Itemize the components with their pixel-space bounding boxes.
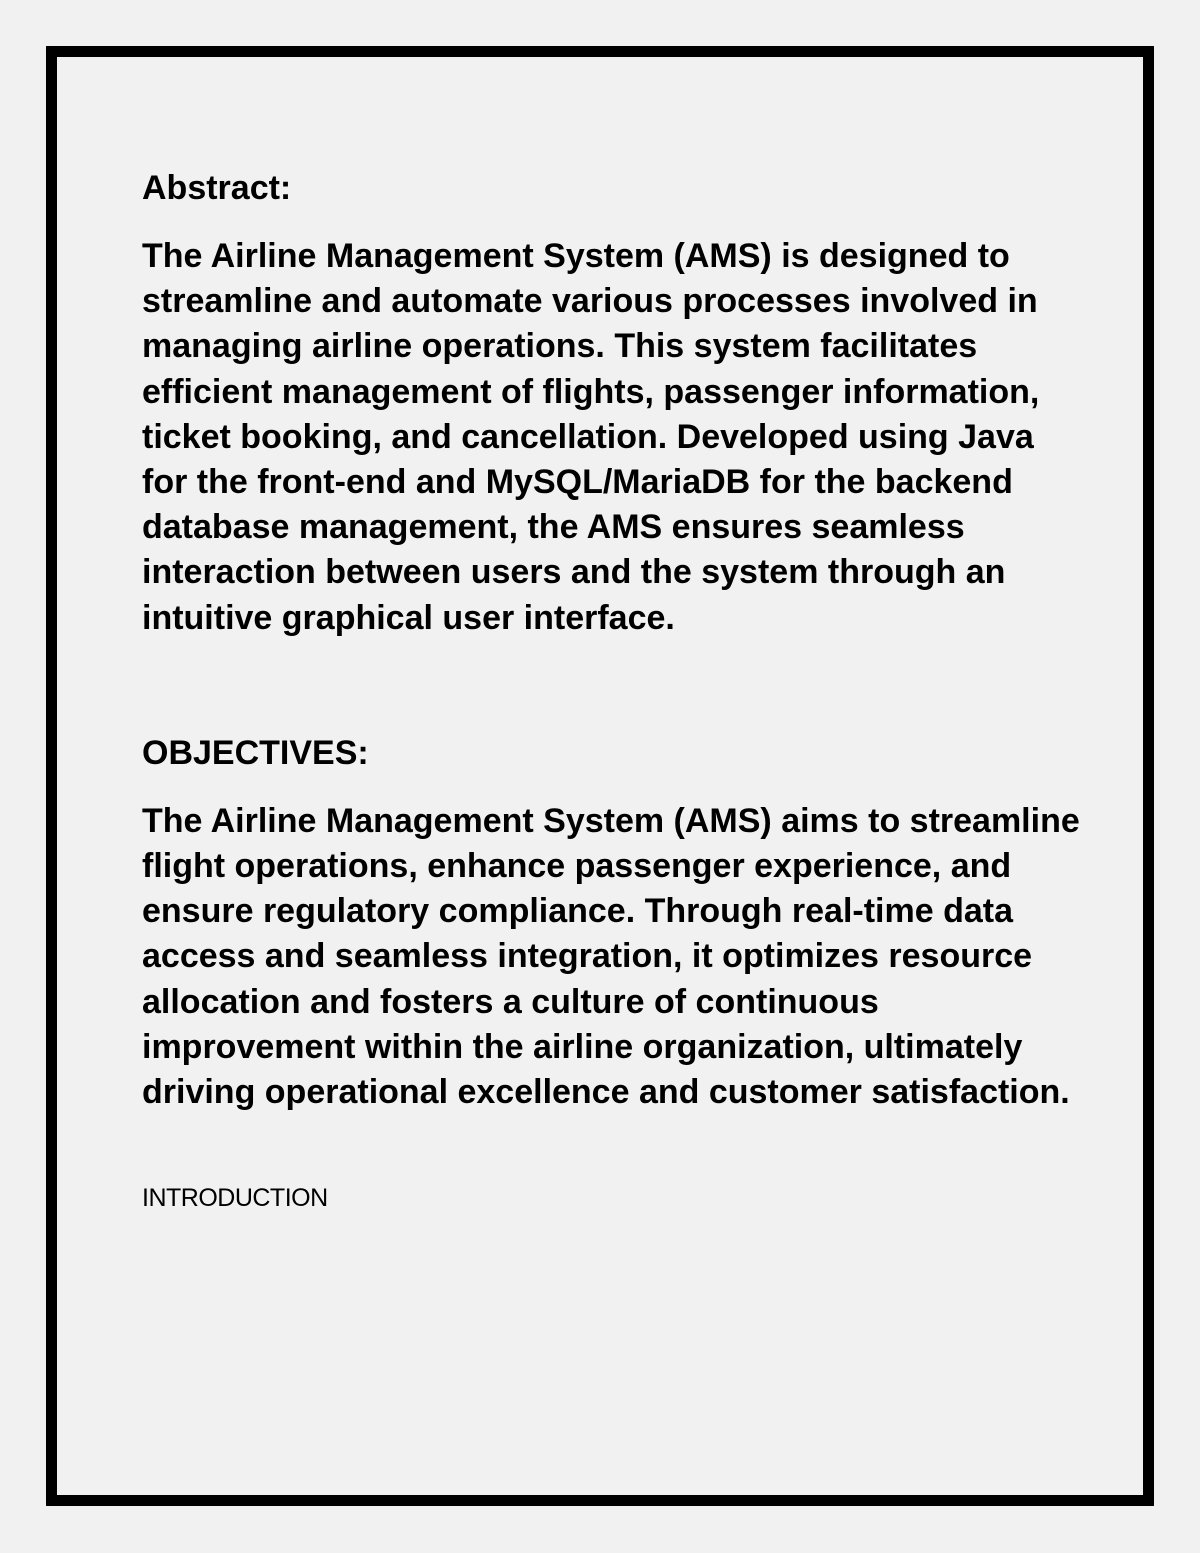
abstract-paragraph: The Airline Management System (AMS) is designed to streamline and automate various processes involved in managing airline operations. This system facilitates efficient management of flights, passenger information, ticket booking, and cancellation. Developed using Java for the front-end and MySQL/MariaDB for the backend database management, the AMS ensures seamless interaction between users and the system through an intuitive graphical user interface.: [142, 237, 1040, 637]
document-content: [142, 166, 1082, 1238]
introduction-heading: INTRODUCTION: [142, 1184, 328, 1213]
objectives-heading: OBJECTIVES:: [142, 733, 369, 772]
abstract-heading: Abstract:: [142, 169, 292, 207]
objectives-paragraph: The Airline Management System (AMS) aims to streamline flight operations, enhance passenger experience, and ensure regulatory compliance. Through real-time data access and seamless integration, it optimizes resource allocation and fosters a culture of continuous improvement within the airline organization, ultimately driving operational excellence and customer satisfaction.: [142, 801, 1080, 1112]
